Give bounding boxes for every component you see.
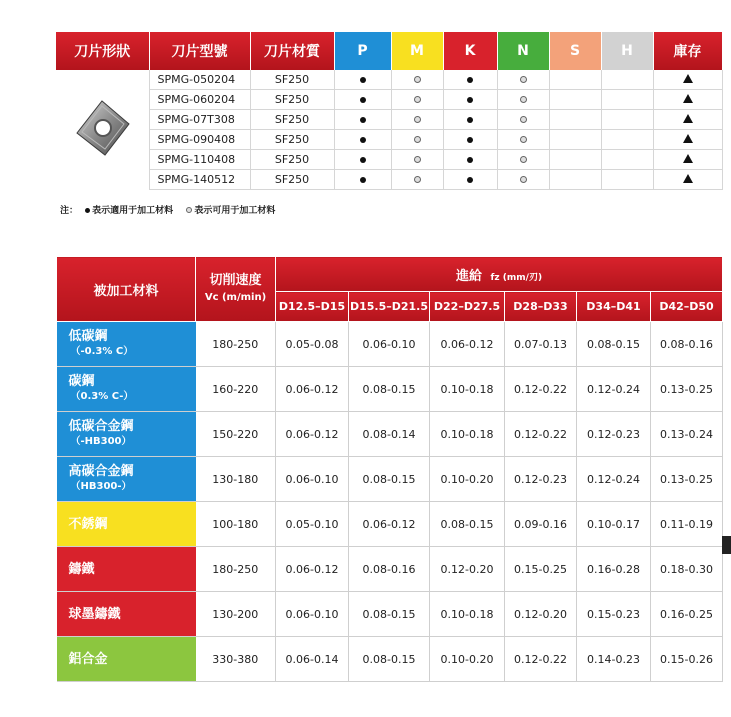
cell-p xyxy=(334,130,391,150)
feed-value: 0.08-0.16 xyxy=(349,547,430,592)
suitable-dot-icon xyxy=(467,157,473,163)
cell-n xyxy=(497,110,549,130)
usable-ring-icon xyxy=(520,96,527,103)
insert-table-header xyxy=(56,32,722,70)
feed-value: 0.12-0.22 xyxy=(505,412,577,457)
cell-s xyxy=(549,130,601,150)
suitable-dot-icon xyxy=(360,97,366,103)
stock-triangle-icon xyxy=(683,94,693,103)
suitable-dot-icon xyxy=(360,157,366,163)
cell-stock xyxy=(653,70,722,90)
cell-stock xyxy=(653,110,722,130)
insert-image-cell xyxy=(56,70,149,190)
cell-s xyxy=(549,170,601,190)
page-edge-tab xyxy=(722,536,731,554)
feed-value: 0.08-0.15 xyxy=(349,637,430,682)
feed-value: 0.12-0.20 xyxy=(430,547,505,592)
material-name: 低碳鋼 xyxy=(68,329,108,344)
suitable-dot-icon xyxy=(360,77,366,83)
material-name: 碳鋼 xyxy=(68,374,95,389)
header-iso-m: M xyxy=(391,32,443,70)
insert-table-section xyxy=(56,32,722,190)
material-name: 鋁合金 xyxy=(68,651,108,667)
insert-model: SPMG-110408 xyxy=(149,150,250,170)
usable-ring-icon xyxy=(414,156,421,163)
material-name-cell xyxy=(57,322,196,367)
material-row xyxy=(57,457,723,502)
cutting-table-section xyxy=(56,256,722,682)
suitable-dot-icon xyxy=(360,117,366,123)
material-spec: （-HB300） xyxy=(70,436,132,447)
cell-s xyxy=(549,70,601,90)
cutting-speed-value: 160-220 xyxy=(196,367,276,412)
cell-m xyxy=(391,110,443,130)
material-name-cell xyxy=(57,457,196,502)
insert-grade: SF250 xyxy=(250,110,334,130)
header-insert-grade: 刀片材質 xyxy=(250,32,334,70)
usable-ring-icon xyxy=(520,136,527,143)
header-speed-unit: Vc (m/min) xyxy=(204,291,267,303)
material-name-cell xyxy=(57,637,196,682)
header-iso-k: K xyxy=(443,32,497,70)
insert-shape-icon xyxy=(71,97,133,159)
usable-ring-icon xyxy=(414,116,421,123)
cell-k xyxy=(443,150,497,170)
feed-value: 0.16-0.28 xyxy=(577,547,651,592)
feed-value: 0.15-0.23 xyxy=(577,592,651,637)
usable-ring-icon xyxy=(414,76,421,83)
cell-k xyxy=(443,90,497,110)
material-name: 不銹鋼 xyxy=(68,516,108,532)
insert-row xyxy=(56,170,722,190)
feed-value: 0.08-0.16 xyxy=(651,322,723,367)
feed-value: 0.15-0.25 xyxy=(505,547,577,592)
cutting-speed-value: 180-250 xyxy=(196,547,276,592)
material-name: 高碳合金鋼 xyxy=(68,464,134,479)
cutting-speed-value: 130-200 xyxy=(196,592,276,637)
material-name-cell xyxy=(57,592,196,637)
feed-value: 0.08-0.15 xyxy=(349,592,430,637)
cell-m xyxy=(391,130,443,150)
suitable-dot-icon xyxy=(467,177,473,183)
legend-dot-text: 表示適用于加工材料 xyxy=(92,206,174,216)
cell-stock xyxy=(653,150,722,170)
cutting-speed-value: 330-380 xyxy=(196,637,276,682)
suitable-dot-icon xyxy=(467,97,473,103)
feed-value: 0.05-0.08 xyxy=(276,322,349,367)
header-diameter: D28–D33 xyxy=(505,292,577,322)
feed-value: 0.12-0.24 xyxy=(577,367,651,412)
feed-value: 0.08-0.15 xyxy=(430,502,505,547)
feed-value: 0.08-0.14 xyxy=(349,412,430,457)
cell-m xyxy=(391,170,443,190)
feed-value: 0.06-0.12 xyxy=(276,412,349,457)
cell-h xyxy=(601,170,653,190)
material-row xyxy=(57,637,723,682)
header-iso-s: S xyxy=(549,32,601,70)
insert-model: SPMG-140512 xyxy=(149,170,250,190)
cell-k xyxy=(443,70,497,90)
cell-n xyxy=(497,170,549,190)
feed-value: 0.06-0.12 xyxy=(349,502,430,547)
usable-ring-icon xyxy=(520,116,527,123)
feed-value: 0.09-0.16 xyxy=(505,502,577,547)
cell-stock xyxy=(653,90,722,110)
legend-ring-text: 表示可用于加工材料 xyxy=(194,206,276,216)
feed-value: 0.18-0.30 xyxy=(651,547,723,592)
material-spec: （HB300-） xyxy=(70,481,132,492)
material-name-cell xyxy=(57,547,196,592)
usable-ring-icon xyxy=(414,136,421,143)
material-name-cell xyxy=(57,367,196,412)
feed-value: 0.07-0.13 xyxy=(505,322,577,367)
cell-m xyxy=(391,90,443,110)
feed-value: 0.06-0.12 xyxy=(430,322,505,367)
cell-p xyxy=(334,110,391,130)
cell-p xyxy=(334,170,391,190)
feed-value: 0.05-0.10 xyxy=(276,502,349,547)
suitable-dot-icon xyxy=(467,77,473,83)
material-spec: （-0.3% C） xyxy=(70,346,134,357)
feed-value: 0.06-0.14 xyxy=(276,637,349,682)
cell-s xyxy=(549,90,601,110)
feed-value: 0.10-0.20 xyxy=(430,637,505,682)
feed-value: 0.15-0.26 xyxy=(651,637,723,682)
material-row xyxy=(57,502,723,547)
feed-value: 0.13-0.25 xyxy=(651,367,723,412)
header-iso-n: N xyxy=(497,32,549,70)
legend-ring-icon xyxy=(186,207,192,213)
material-row xyxy=(57,322,723,367)
usable-ring-icon xyxy=(414,176,421,183)
feed-value: 0.10-0.18 xyxy=(430,592,505,637)
cell-stock xyxy=(653,130,722,150)
usable-ring-icon xyxy=(414,96,421,103)
feed-value: 0.10-0.20 xyxy=(430,457,505,502)
header-iso-p: P xyxy=(334,32,391,70)
feed-value: 0.10-0.17 xyxy=(577,502,651,547)
feed-value: 0.14-0.23 xyxy=(577,637,651,682)
feed-value: 0.12-0.22 xyxy=(505,637,577,682)
cell-stock xyxy=(653,170,722,190)
suitable-dot-icon xyxy=(467,137,473,143)
cell-h xyxy=(601,130,653,150)
cell-h xyxy=(601,90,653,110)
insert-grade: SF250 xyxy=(250,90,334,110)
legend-dot-icon xyxy=(85,208,90,213)
feed-value: 0.06-0.12 xyxy=(276,367,349,412)
header-feed xyxy=(276,257,723,292)
header-feed-unit: fz (mm/刃) xyxy=(490,272,543,283)
insert-row xyxy=(56,130,722,150)
insert-grade: SF250 xyxy=(250,70,334,90)
cell-h xyxy=(601,150,653,170)
header-stock: 庫存 xyxy=(653,32,722,70)
material-name-cell xyxy=(57,502,196,547)
material-name: 鑄鐵 xyxy=(68,561,95,577)
insert-model: SPMG-07T308 xyxy=(149,110,250,130)
cell-n xyxy=(497,150,549,170)
usable-ring-icon xyxy=(520,76,527,83)
cutting-speed-value: 150-220 xyxy=(196,412,276,457)
suitable-dot-icon xyxy=(360,137,366,143)
cell-m xyxy=(391,150,443,170)
insert-row xyxy=(56,70,722,90)
header-diameter: D34–D41 xyxy=(577,292,651,322)
usable-ring-icon xyxy=(520,156,527,163)
header-cutting-speed xyxy=(196,257,276,322)
feed-value: 0.10-0.18 xyxy=(430,412,505,457)
cell-p xyxy=(334,90,391,110)
header-diameter: D22–D27.5 xyxy=(430,292,505,322)
material-name: 球墨鑄鐵 xyxy=(68,606,121,622)
cell-n xyxy=(497,70,549,90)
legend-prefix: 注： xyxy=(60,206,79,216)
feed-value: 0.12-0.23 xyxy=(577,412,651,457)
stock-triangle-icon xyxy=(683,74,693,83)
cell-n xyxy=(497,90,549,110)
stock-triangle-icon xyxy=(683,174,693,183)
header-feed-label: 進給 xyxy=(455,268,482,284)
insert-row xyxy=(56,110,722,130)
cell-k xyxy=(443,170,497,190)
feed-value: 0.13-0.25 xyxy=(651,457,723,502)
feed-value: 0.11-0.19 xyxy=(651,502,723,547)
material-row xyxy=(57,367,723,412)
cutting-speed-value: 100-180 xyxy=(196,502,276,547)
stock-triangle-icon xyxy=(683,114,693,123)
feed-value: 0.13-0.24 xyxy=(651,412,723,457)
cell-h xyxy=(601,70,653,90)
feed-value: 0.06-0.10 xyxy=(276,592,349,637)
feed-value: 0.12-0.22 xyxy=(505,367,577,412)
feed-value: 0.12-0.20 xyxy=(505,592,577,637)
cell-p xyxy=(334,150,391,170)
cell-h xyxy=(601,110,653,130)
cell-m xyxy=(391,70,443,90)
material-row xyxy=(57,412,723,457)
material-row xyxy=(57,592,723,637)
cell-k xyxy=(443,130,497,150)
feed-value: 0.06-0.10 xyxy=(349,322,430,367)
insert-grade: SF250 xyxy=(250,150,334,170)
cutting-table xyxy=(56,256,723,682)
insert-row xyxy=(56,150,722,170)
feed-value: 0.08-0.15 xyxy=(349,457,430,502)
insert-model: SPMG-090408 xyxy=(149,130,250,150)
header-iso-h: H xyxy=(601,32,653,70)
feed-value: 0.12-0.24 xyxy=(577,457,651,502)
suitable-dot-icon xyxy=(360,177,366,183)
material-name: 低碳合金鋼 xyxy=(68,419,134,434)
material-spec: （0.3% C-） xyxy=(70,391,134,402)
header-insert-shape: 刀片形狀 xyxy=(56,32,149,70)
header-diameter: D42–D50 xyxy=(651,292,723,322)
feed-value: 0.10-0.18 xyxy=(430,367,505,412)
cell-k xyxy=(443,110,497,130)
suitable-dot-icon xyxy=(467,117,473,123)
feed-value: 0.08-0.15 xyxy=(349,367,430,412)
stock-triangle-icon xyxy=(683,134,693,143)
insert-table xyxy=(56,32,723,190)
header-speed-label: 切削速度 xyxy=(209,272,262,288)
feed-value: 0.06-0.12 xyxy=(276,547,349,592)
material-name-cell xyxy=(57,412,196,457)
usable-ring-icon xyxy=(520,176,527,183)
insert-grade: SF250 xyxy=(250,130,334,150)
insert-model: SPMG-050204 xyxy=(149,70,250,90)
cell-p xyxy=(334,70,391,90)
cell-n xyxy=(497,130,549,150)
header-diameter: D12.5–D15 xyxy=(276,292,349,322)
cutting-speed-value: 180-250 xyxy=(196,322,276,367)
insert-grade: SF250 xyxy=(250,170,334,190)
cell-s xyxy=(549,110,601,130)
material-row xyxy=(57,547,723,592)
header-diameter: D15.5–D21.5 xyxy=(349,292,430,322)
insert-model: SPMG-060204 xyxy=(149,90,250,110)
feed-value: 0.06-0.10 xyxy=(276,457,349,502)
feed-value: 0.16-0.25 xyxy=(651,592,723,637)
insert-row xyxy=(56,90,722,110)
stock-triangle-icon xyxy=(683,154,693,163)
header-insert-model: 刀片型號 xyxy=(149,32,250,70)
cutting-speed-value: 130-180 xyxy=(196,457,276,502)
cell-s xyxy=(549,150,601,170)
header-material: 被加工材料 xyxy=(57,257,196,322)
feed-value: 0.12-0.23 xyxy=(505,457,577,502)
legend-note xyxy=(60,203,279,216)
feed-value: 0.08-0.15 xyxy=(577,322,651,367)
